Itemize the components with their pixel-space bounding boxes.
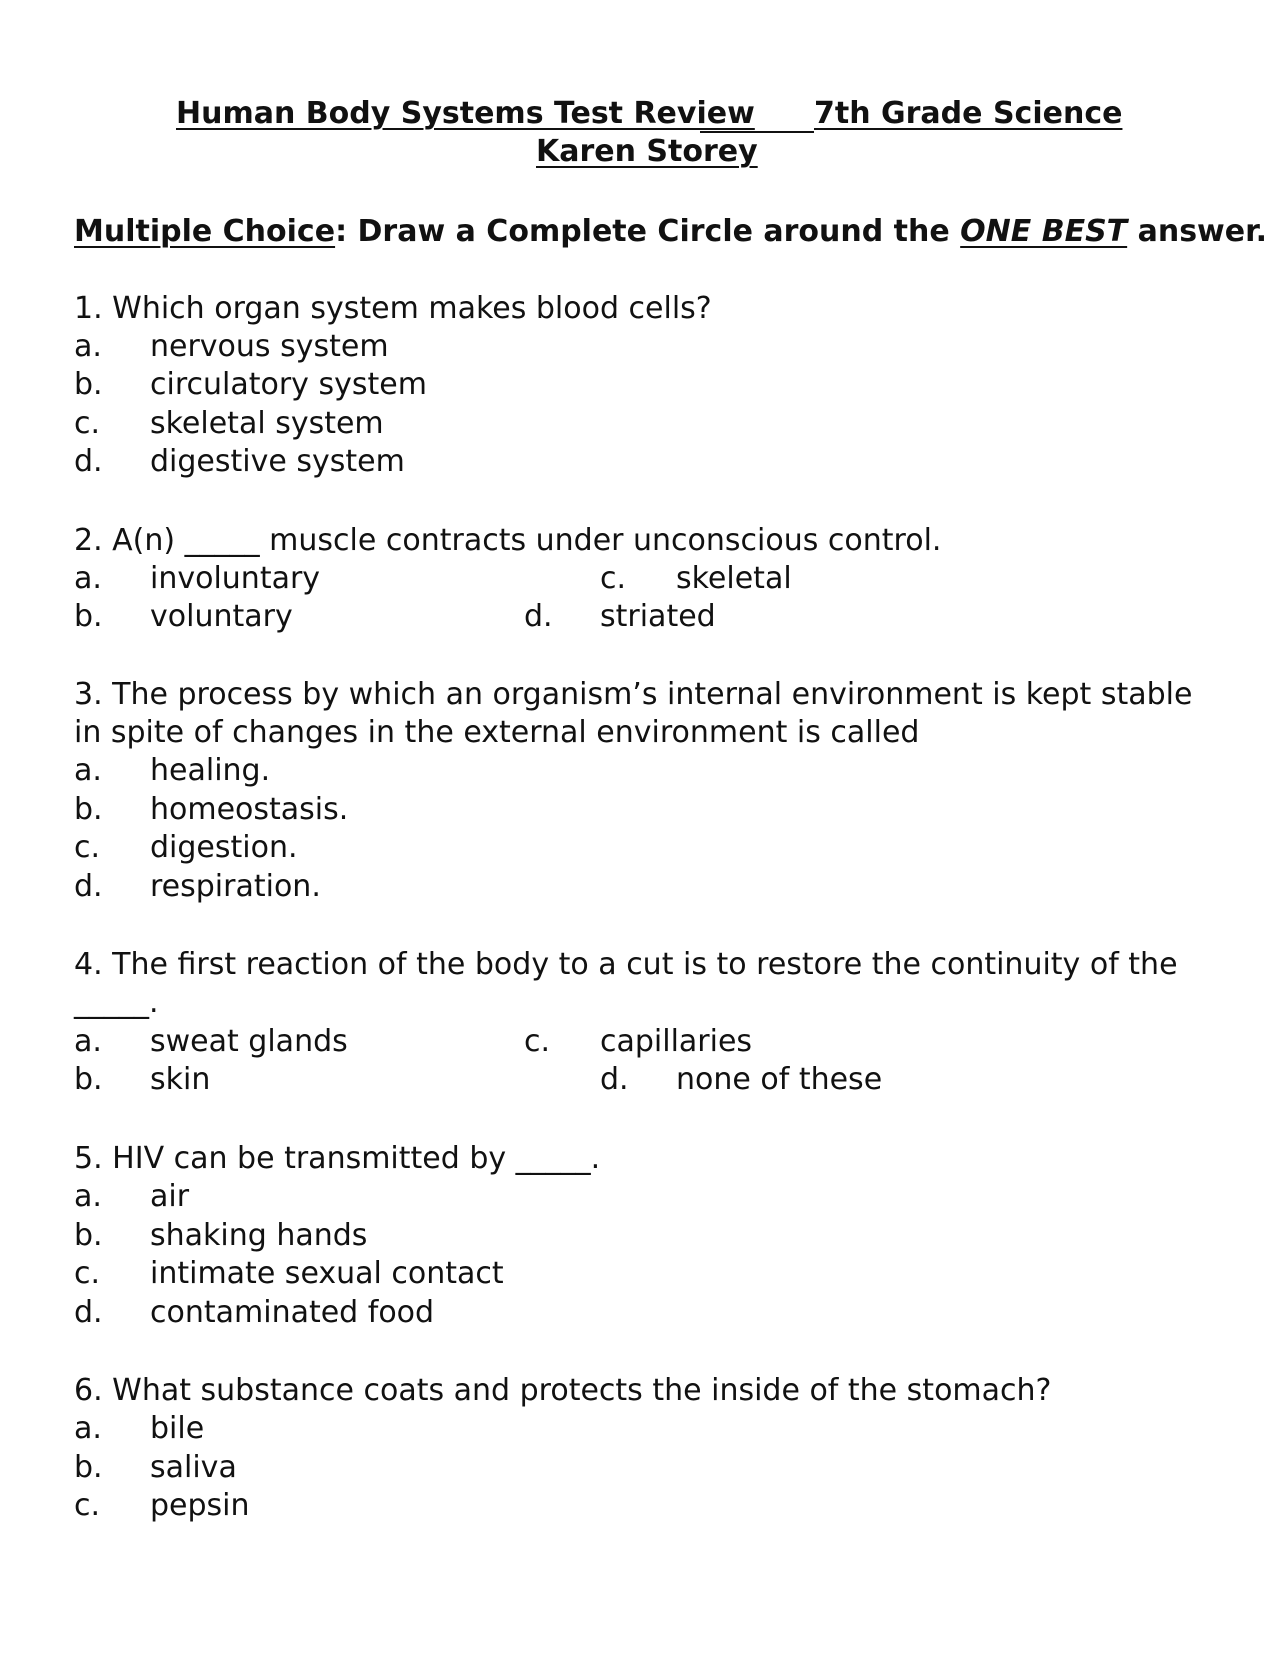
option-text[interactable]: saliva [150, 1450, 237, 1485]
option-text[interactable]: contaminated food [150, 1295, 435, 1330]
question-prompt: 2. A(n) _____ muscle contracts under unconscious control. [74, 523, 942, 558]
option-text[interactable]: skin [150, 1062, 211, 1097]
option-letter: b. [74, 792, 103, 827]
option-letter: d. [524, 599, 553, 634]
title-underline-gap [700, 131, 814, 133]
instructions-text-before: Draw a Complete Circle around the [347, 214, 961, 249]
option-text[interactable]: homeostasis. [150, 792, 349, 827]
option-letter: b. [74, 599, 103, 634]
worksheet-title: Human Body Systems Test Review [176, 96, 755, 131]
option-letter: d. [74, 1295, 103, 1330]
option-text[interactable]: digestive system [150, 444, 405, 479]
question-prompt: 1. Which organ system makes blood cells? [74, 291, 712, 326]
option-letter: c. [74, 1256, 101, 1291]
question-prompt: 6. What substance coats and protects the inside of the stomach? [74, 1373, 1052, 1408]
option-letter: d. [600, 1062, 629, 1097]
option-letter: a. [74, 561, 102, 596]
option-letter: b. [74, 1062, 103, 1097]
option-text[interactable]: capillaries [600, 1024, 753, 1059]
author-name: Karen Storey [536, 134, 758, 169]
option-text[interactable]: digestion. [150, 830, 298, 865]
option-letter: c. [74, 830, 101, 865]
option-text[interactable]: voluntary [150, 599, 293, 634]
option-text[interactable]: skeletal [676, 561, 792, 596]
option-letter: a. [74, 1179, 102, 1214]
instructions-emphasis: ONE BEST [960, 214, 1128, 249]
option-letter: d. [74, 444, 103, 479]
question-prompt-line-2: in spite of changes in the external environment is called [74, 715, 920, 750]
question-prompt: 5. HIV can be transmitted by _____. [74, 1141, 601, 1176]
instructions [74, 214, 1267, 250]
option-letter: c. [74, 406, 101, 441]
option-text[interactable]: none of these [676, 1062, 883, 1097]
question-prompt-line-2: _____. [74, 985, 159, 1020]
option-text[interactable]: healing. [150, 753, 271, 788]
option-letter: c. [74, 1488, 101, 1523]
option-text[interactable]: nervous system [150, 329, 389, 364]
instructions-text-after: answer. [1127, 214, 1268, 249]
option-text[interactable]: circulatory system [150, 367, 427, 402]
option-letter: a. [74, 753, 102, 788]
instructions-label: Multiple Choice [74, 214, 336, 249]
option-letter: b. [74, 1450, 103, 1485]
option-text[interactable]: sweat glands [150, 1024, 348, 1059]
option-text[interactable]: respiration. [150, 869, 321, 904]
option-text[interactable]: intimate sexual contact [150, 1256, 504, 1291]
option-letter: c. [524, 1024, 551, 1059]
option-letter: a. [74, 329, 102, 364]
option-letter: a. [74, 1411, 102, 1446]
option-text[interactable]: pepsin [150, 1488, 250, 1523]
option-letter: b. [74, 1218, 103, 1253]
grade-label: 7th Grade Science [814, 96, 1123, 131]
option-text[interactable]: shaking hands [150, 1218, 368, 1253]
instructions-colon: : [335, 214, 348, 249]
option-text[interactable]: bile [150, 1411, 205, 1446]
option-letter: a. [74, 1024, 102, 1059]
question-prompt-line-1: 3. The process by which an organism’s internal environment is kept stable [74, 677, 1193, 712]
option-text[interactable]: air [150, 1179, 190, 1214]
option-letter: c. [600, 561, 627, 596]
option-text[interactable]: striated [600, 599, 716, 634]
option-letter: b. [74, 367, 103, 402]
option-text[interactable]: skeletal system [150, 406, 384, 441]
question-prompt-line-1: 4. The first reaction of the body to a cut is to restore the continuity of the [74, 947, 1178, 982]
option-text[interactable]: involuntary [150, 561, 321, 596]
option-letter: d. [74, 869, 103, 904]
